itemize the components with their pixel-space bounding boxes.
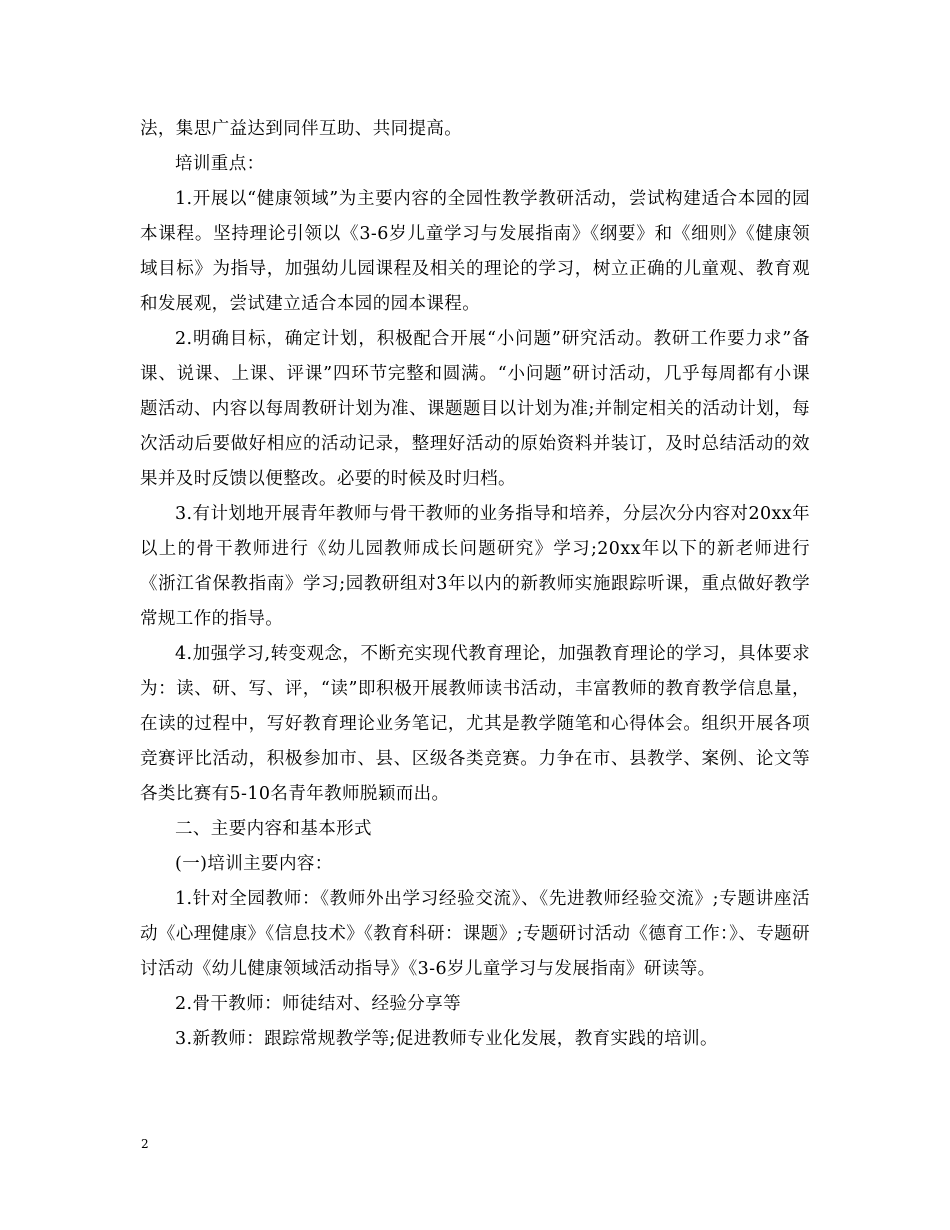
paragraph-focus-item-2: 2.明确目标，确定计划，积极配合开展“小问题”研究活动。教研工作要力求”备课、说课、上课、评课”四环节完整和圆满。“小问题”研讨活动，几乎每周都有小课题活动、内容以每周教研计划为准、课题题目以计划为准;并制定相关的活动计划，每次活动后要做好相应的活动记录，整理好活动的原始资料并装订，及时总结活动的效果并及时反馈以便整改。必要的时候及时归档。 (140, 329, 810, 489)
paragraph-focus-item-3: 3.有计划地开展青年教师与骨干教师的业务指导和培养，分层次分内容对20xx年以上的骨干教师进行《幼儿园教师成长问题研究》学习;20xx年以下的新老师进行《浙江省保教指南》学习;园教研组对3年以内的新教师实施跟踪听课，重点做好教学常规工作的指导。 (140, 504, 810, 629)
document-body (140, 112, 810, 1057)
paragraph-content-item-3: 3.新教师：跟踪常规教学等;促进教师专业化发展，教育实践的培训。 (175, 1029, 718, 1049)
paragraph-focus-item-4: 4.加强学习,转变观念，不断充实现代教育理论，加强教育理论的学习，具体要求为：读、研、写、评，“读”即积极开展教师读书活动，丰富教师的教育教学信息量，在读的过程中，写好教育理论业务笔记，尤其是教学随笔和心得体会。组织开展各项竞赛评比活动，积极参加市、县、区级各类竞赛。力争在市、县教学、案例、论文等各类比赛有5-10名青年教师脱颖而出。 (140, 644, 810, 804)
section-heading-main-content: 二、主要内容和基本形式 (175, 819, 372, 839)
paragraph-continuation: 法，集思广益达到同伴互助、共同提高。 (140, 119, 463, 139)
subsection-heading-training-content: (一)培训主要内容： (175, 854, 333, 874)
paragraph-focus-item-1: 1.开展以“健康领域”为主要内容的全园性教学教研活动，尝试构建适合本园的园本课程。坚持理论引领以《3-6岁儿童学习与发展指南》《纲要》和《细则》《健康领域目标》为指导，加强幼儿园课程及相关的理论的学习，树立正确的儿童观、教育观和发展观，尝试建立适合本园的园本课程。 (140, 189, 810, 314)
paragraph-content-item-1: 1.针对全园教师：《教师外出学习经验交流》、《先进教师经验交流》;专题讲座活动《心理健康》《信息技术》《教育科研：课题》;专题研讨活动《德育工作：》、专题研讨活动《幼儿健康领域活动指导》《3-6岁儿童学习与发展指南》研读等。 (140, 889, 810, 979)
paragraph-content-item-2: 2.骨干教师：师徒结对、经验分享等 (175, 994, 461, 1014)
paragraph-training-focus-heading: 培训重点： (175, 154, 265, 174)
page-number: 2 (141, 1137, 149, 1151)
